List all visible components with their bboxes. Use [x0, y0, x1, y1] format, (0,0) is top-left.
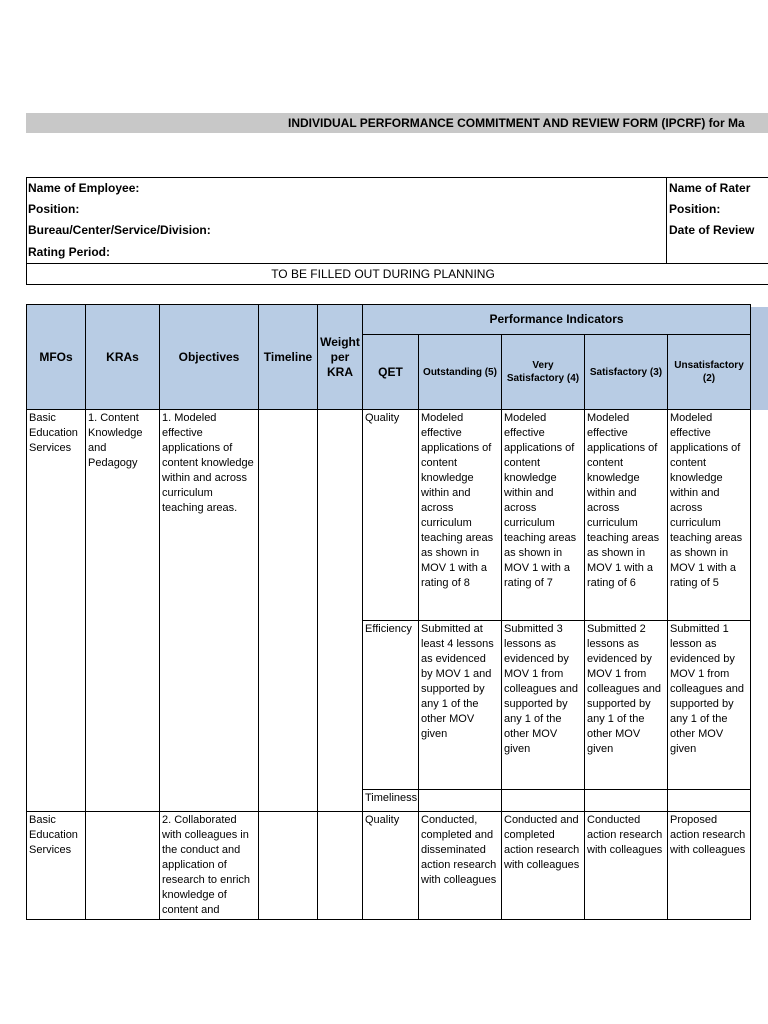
row2-quality-satisfactory: Conducted action research with colleagues [585, 812, 668, 920]
row2-quality-unsatisfactory: Proposed action research with colleagues [668, 812, 751, 920]
row1-quality-unsatisfactory: Modeled effective applications of content knowledge within and across curriculum teaching areas as shown in MOV 1 with a rating of 5 [668, 410, 751, 621]
bureau-label: Bureau/Center/Service/Division: [28, 223, 211, 237]
review-date-label: Date of Review [669, 223, 755, 237]
position-label: Position: [28, 202, 80, 216]
row1-timeliness-unsatisfactory [668, 790, 751, 812]
row1-timeline [259, 410, 318, 812]
row1-efficiency-outstanding: Submitted at least 4 lessons as evidenced by MOV 1 and supported by any 1 of the other MOV given [419, 621, 502, 790]
row1-efficiency-unsatisfactory: Submitted 1 lesson as evidenced by MOV 1 from colleagues and supported by any 1 of the other MOV given [668, 621, 751, 790]
row2-quality-outstanding: Conducted, completed and disseminated action research with colleagues [419, 812, 502, 920]
row1-objective: 1. Modeled effective applications of content knowledge within and across curriculum teaching areas. [160, 410, 259, 812]
rater-position-label: Position: [669, 202, 721, 216]
form-title: INDIVIDUAL PERFORMANCE COMMITMENT AND REVIEW FORM (IPCRF) for Ma [288, 116, 745, 130]
row1-kra: 1. Content Knowledge and Pedagogy [86, 410, 160, 812]
row1-timeliness-very-satisfactory [502, 790, 585, 812]
header-qet: QET [363, 335, 419, 410]
info-divider [666, 178, 667, 264]
rater-name-label: Name of Rater [669, 181, 751, 195]
row2-quality-qet: Quality [363, 812, 419, 920]
row1-quality-qet: Quality [363, 410, 419, 621]
planning-banner-text: TO BE FILLED OUT DURING PLANNING [271, 267, 495, 281]
header-very-satisfactory: Very Satisfactory (4) [502, 335, 585, 410]
row1-weight [318, 410, 363, 812]
form-title-bar [26, 113, 768, 133]
employee-info-section [26, 177, 768, 264]
row2-kra [86, 812, 160, 920]
performance-table [26, 304, 751, 920]
row2-timeline [259, 812, 318, 920]
header-timeline: Timeline [259, 305, 318, 410]
rating-period-label: Rating Period: [28, 245, 111, 259]
row2-weight [318, 812, 363, 920]
row1-quality-very-satisfactory: Modeled effective applications of content knowledge within and across curriculum teaching areas as shown in MOV 1 with a rating of 7 [502, 410, 585, 621]
header-mfos: MFOs [27, 305, 86, 410]
header-fill-edge [749, 307, 768, 410]
row2-quality-very-satisfactory: Conducted and completed action research with colleagues [502, 812, 585, 920]
header-kras: KRAs [86, 305, 160, 410]
row1-quality-outstanding: Modeled effective applications of content knowledge within and across curriculum teaching areas as shown in MOV 1 with a rating of 8 [419, 410, 502, 621]
planning-banner [26, 263, 768, 285]
row1-efficiency-qet: Efficiency [363, 621, 419, 790]
header-weight: Weight per KRA [318, 305, 363, 410]
row1-efficiency-satisfactory: Submitted 2 lessons as evidenced by MOV 1 from colleagues and supported by any 1 of the other MOV given [585, 621, 668, 790]
header-objectives: Objectives [160, 305, 259, 410]
row1-timeliness-satisfactory [585, 790, 668, 812]
row1-timeliness-outstanding [419, 790, 502, 812]
row2-objective: 2. Collaborated with colleagues in the conduct and application of research to enrich knowledge of content and [160, 812, 259, 920]
header-performance-indicators: Performance Indicators [363, 305, 751, 335]
row1-efficiency-very-satisfactory: Submitted 3 lessons as evidenced by MOV 1 from colleagues and supported by any 1 of the other MOV given [502, 621, 585, 790]
row1-timeliness-qet: Timeliness [363, 790, 419, 812]
header-satisfactory: Satisfactory (3) [585, 335, 668, 410]
header-outstanding: Outstanding (5) [419, 335, 502, 410]
row2-mfo: Basic Education Services [27, 812, 86, 920]
employee-name-label: Name of Employee: [28, 181, 140, 195]
header-unsatisfactory: Unsatisfactory (2) [668, 335, 751, 410]
row1-quality-satisfactory: Modeled effective applications of content knowledge within and across curriculum teaching areas as shown in MOV 1 with a rating of 6 [585, 410, 668, 621]
row1-mfo: Basic Education Services [27, 410, 86, 812]
